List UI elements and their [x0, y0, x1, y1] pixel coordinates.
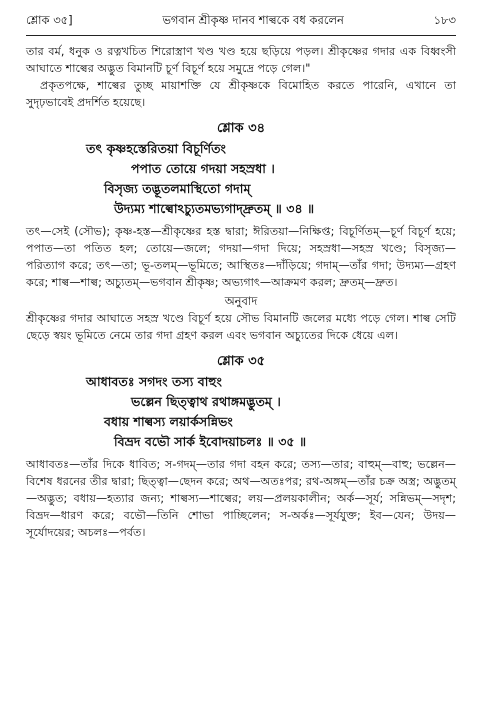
verse-35-synonyms: আধাবতঃ—তাঁর দিকে ধাবিত; স-গদম্—তার গদা বহন করে; তস্য—তার; বাহুম্—বাহু; ভল্লেন—বিশেষ ধরনের তীর দ্বারা; ছিত্ত্বা—ছেদন করে; অথ—অতঃপর; রথ-অঙ্গম্—তাঁর চক্র অস্ত্র; অদ্ভুতম্—অদ্ভুত; বধায়—হত্যার জন্য; শাল্বস্য—শাল্বের; লয়—প্রলয়কালীন; অর্ক—সূর্য; সন্নিভম্—সদৃশ; বিভ্রদ—ধারণ করে; বভৌ—তিনি শোভা পাচ্ছিলেন; স-অর্কঃ—সূর্যযুক্ত; ইব—যেন; উদয়—সূর্যোদয়ের; অচলঃ—পর্বত।	[26, 458, 456, 539]
verse-34-line-4: উদ্যম্য শাল্বোঽচ্যুতমভ্যগাদ্দ্রুতম্ ॥ ৩৪ ॥	[114, 201, 315, 216]
intro-paragraph-1: তার বর্ম, ধনুক ও রত্নখচিত শিরোস্ত্রাণ খণ্ড খণ্ড হয়ে ছড়িয়ে পড়ল। শ্রীকৃষ্ণের গদার এক বিধ্বংসী আঘাতে শাল্বের অদ্ভুত বিমানটি চূর্ণ বিচূর্ণ হয়ে সমুদ্রে পড়ে গেল।"	[26, 45, 456, 75]
verse-35-title: শ্লোক ৩৫	[216, 354, 266, 369]
verse-34-synonyms: তৎ—সেই (সৌভ); কৃষ্ণ-হস্ত—শ্রীকৃষ্ণের হস্ত দ্বারা; ঈরিতয়া—নিক্ষিপ্ত; বিচূর্ণিতম্—চূর্ণ বিচূর্ণ হয়ে; পপাত—তা পতিত হল; তোয়ে—জলে; গদয়া—গদা দিয়ে; সহস্রধা—সহস্র খণ্ডে; বিসৃজ্য—পরিত্যাগ করে; তৎ—তা; ভূ-তলম্—ভূমিতে; আস্থিতঃ—দাঁড়িয়ে; গদাম্—তাঁর গদা; উদ্যম্য—গ্রহণ করে; শাল্ব—শাল্ব; অচ্যুতম্—ভগবান শ্রীকৃষ্ণ; অভ্যগাৎ—আক্রমণ করল; দ্রুতম্—দ্রুত।	[26, 225, 456, 289]
header-chapter-title: ভগবান শ্রীকৃষ্ণ দানব শাল্বকে বধ করলেন	[162, 13, 344, 27]
page-number: ১৮৩	[433, 13, 456, 27]
page-header	[26, 12, 456, 36]
verse-35-line-1: আধাবতঃ সগদং তস্য বাহুং	[86, 374, 222, 389]
verse-34-line-2: পপাত তোয়ে গদয়া সহস্রধা ।	[131, 161, 275, 176]
header-verse-ref: শ্লোক ৩৫]	[26, 13, 73, 27]
intro-paragraph-2: প্রকৃতপক্ষে, শাল্বের তুচ্ছ মায়াশক্তি যে শ্রীকৃষ্ণকে বিমোহিত করতে পারেনি, এখানে তা সুদৃঢ়ভাবেই প্রদর্শিত হয়েছে।	[26, 79, 456, 109]
verse-34-translation: শ্রীকৃষ্ণের গদার আঘাতে সহস্র খণ্ডে বিচূর্ণ হয়ে সৌভ বিমানটি জলের মধ্যে পড়ে গেল। শাল্ব সেটি ছেড়ে স্বয়ং ভূমিতে নেমে তার গদা গ্রহণ করল এবং ভগবান অচ্যুতের দিকে ধেয়ে এল।	[26, 312, 456, 342]
verse-35-line-2: ভল্লেন ছিত্ত্বাথ রথাঙ্গমদ্ভুতম্ ।	[131, 394, 281, 409]
verse-35-line-4: বিভ্রদ বভৌ সার্ক ইবোদয়াচলঃ ॥ ৩৫ ॥	[114, 434, 307, 449]
verse-34-line-1: তৎ কৃষ্ণহস্তেরিতয়া বিচূর্ণিতং	[86, 141, 226, 156]
book-page	[26, 12, 456, 541]
verse-34-title: শ্লোক ৩৪	[216, 121, 266, 136]
verse-35-line-3: বধায় শাল্বস্য লয়ার্কসন্নিভং	[104, 414, 233, 429]
translation-heading: অনুবাদ	[224, 294, 258, 308]
verse-34-line-3: বিসৃজ্য তদ্ভূতলমাস্থিতো গদাম্	[104, 181, 251, 196]
